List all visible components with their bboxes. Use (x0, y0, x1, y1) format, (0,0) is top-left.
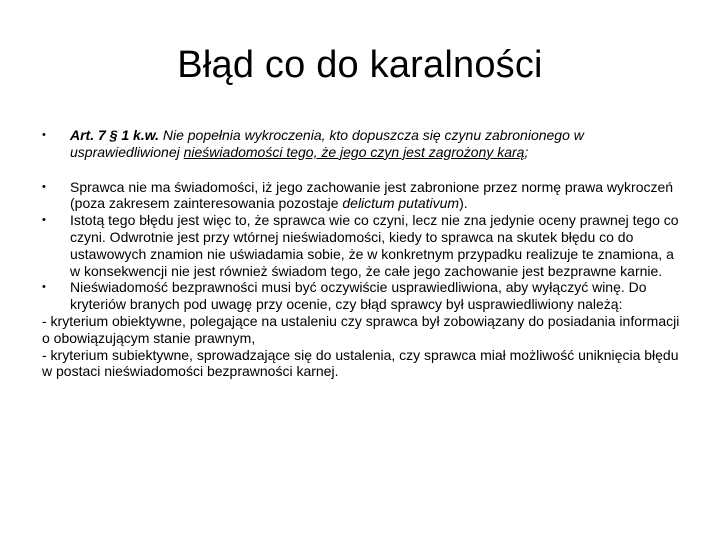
bullet-text: Istotą tego błędu jest więc to, że sprawca wie co czyni, lecz nie zna jedynie oceny prawnej tego co czyni. Odwrotnie jest przy wtórnej nieświadomości, kiedy to sprawca na skutek błędu co do ustawowych znamion nie uświadamia sobie, że w konkretnym przypadku realizuje te znamiona, a w konsekwencji nie jest również świadom tego, że całe jego zachowanie jest bezprawne karnie. (70, 212, 679, 279)
criterion-subjective: - kryterium subiektywne, sprowadzające się do ustalenia, czy sprawca miał możliwość uniknięcia błędu w postaci nieświadomości bezprawności karnej. (42, 346, 679, 380)
bullet-text-end: ). (459, 195, 468, 212)
bullet-essence (42, 212, 682, 279)
slide-content (42, 127, 682, 380)
bullet-text: Nieświadomość bezprawności musi być oczywiście usprawiedliwiona, aby wyłączyć winę. Do kryteriów branych pod uwagę przy ocenie, czy błąd sprawcy był usprawiedliwiony należą: (70, 279, 647, 313)
criterion-objective: - kryterium obiektywne, polegające na ustaleniu czy sprawca był zobowiązany do posiadania informacji o obowiązującym stanie prawnym, (42, 312, 680, 346)
article-reference (70, 127, 584, 160)
bullet-art-7 (42, 127, 682, 161)
bullet-dot: • (42, 281, 46, 294)
bullet-justification (42, 279, 682, 313)
article-underlined-text: nieświadomości tego, że jego czyn jest zagrożony karą (183, 143, 525, 160)
bullet-italic-term: delictum putativum (342, 195, 460, 212)
bullet-text: Sprawca nie ma świadomości, iż jego zachowanie jest zabronione przez normę prawa wykroczeń (poza zakresem zainteresowania pozostaje (70, 178, 674, 212)
bullet-dot: • (42, 180, 46, 193)
article-label: Art. 7 § 1 k.w. (70, 127, 159, 143)
bullet-awareness (42, 179, 682, 213)
bullet-dot: • (42, 129, 46, 141)
bullet-dot: • (42, 214, 46, 227)
slide-title: Błąd co do karalności (177, 44, 543, 86)
article-text: Nie popełnia wykroczenia, kto dopuszcza się czynu zabronionego w usprawiedliwionej (70, 127, 584, 160)
article-end: ; (524, 143, 529, 160)
